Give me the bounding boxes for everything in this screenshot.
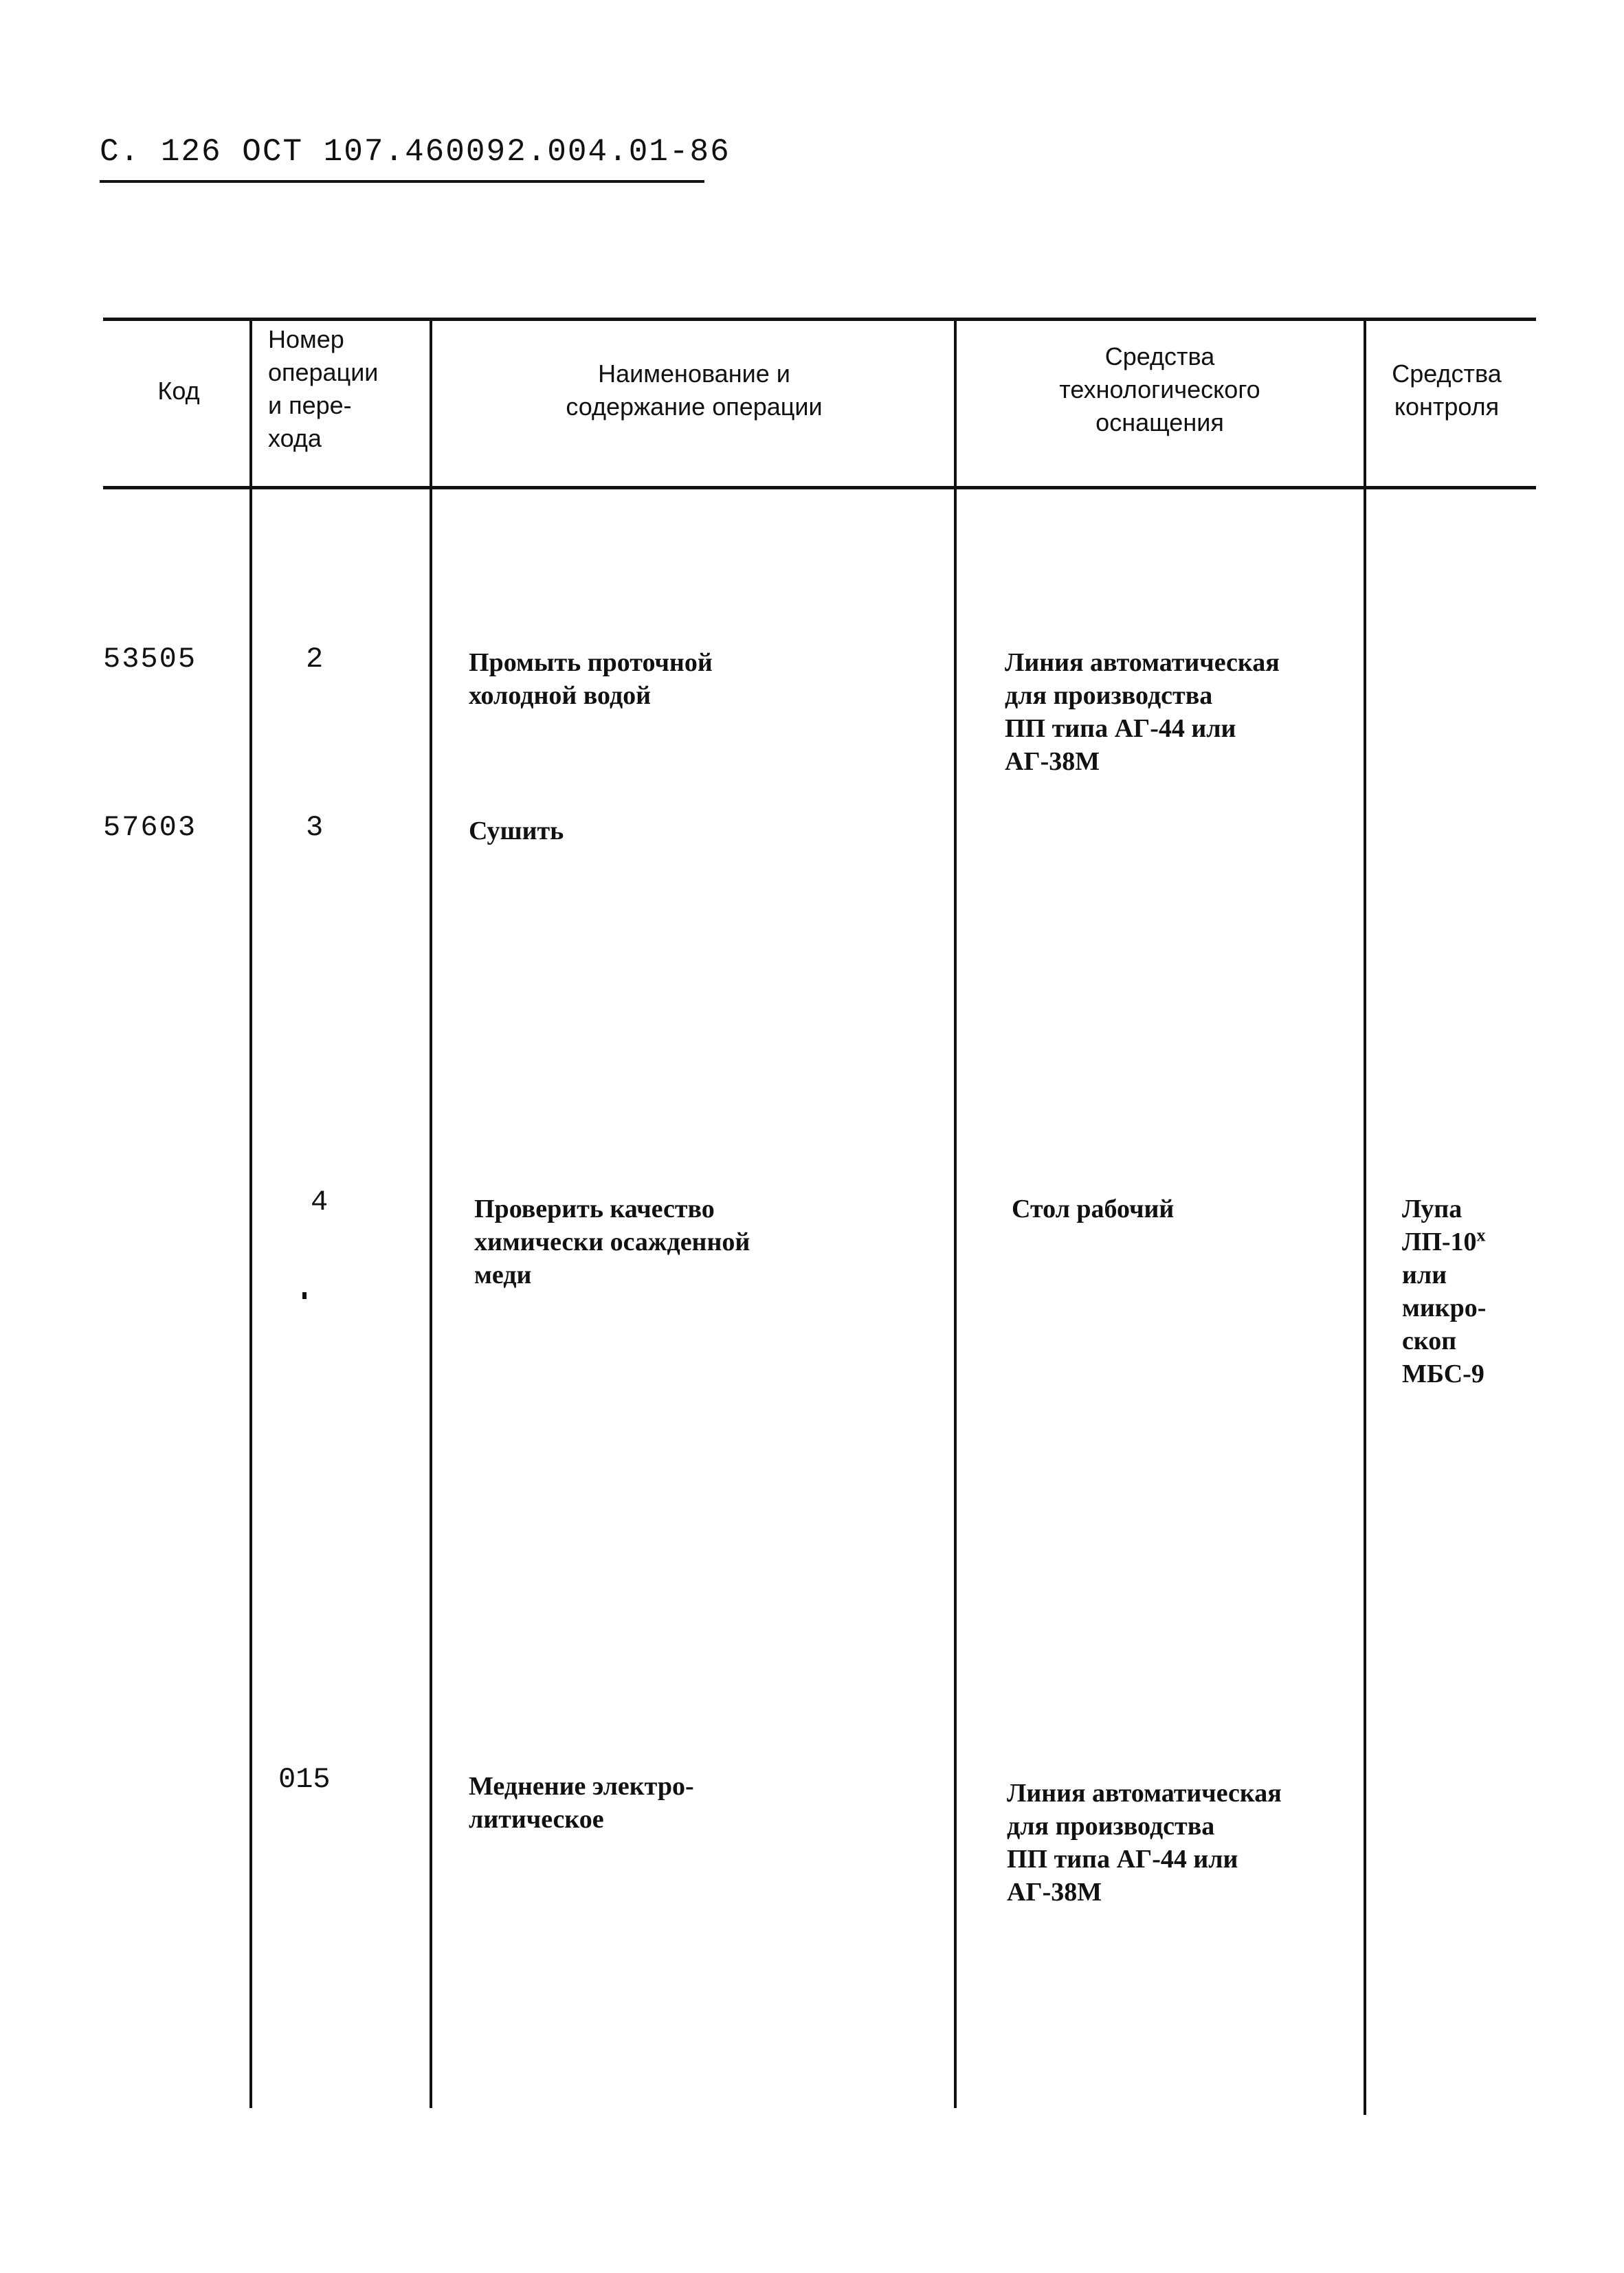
row-number: 2	[306, 643, 324, 676]
row-operation-name: Сушить	[469, 817, 564, 845]
table-header-rule	[103, 486, 1536, 489]
row-number: 3	[306, 811, 324, 844]
superscript-mark: x	[1476, 1225, 1486, 1245]
row-operation-name: Промыть проточной холодной водой	[469, 648, 713, 710]
row-number: 4	[311, 1186, 329, 1219]
row-equipment: Стол рабочий	[1012, 1195, 1175, 1223]
header-operation-number: Номер операции и пере- хода	[268, 325, 379, 452]
page-header: С. 126 ОСТ 107.460092.004.01-86	[100, 134, 731, 170]
header-control: Средства контроля	[1392, 359, 1502, 421]
row-code: 57603	[103, 811, 197, 844]
row-number: 015	[278, 1763, 331, 1796]
row-operation-name: Меднение электро- литическое	[469, 1772, 694, 1834]
column-divider-number	[430, 318, 432, 2108]
row-operation-name: Проверить качество химически осажденной меди	[474, 1195, 750, 1289]
header-underline	[100, 180, 704, 183]
column-divider-code	[249, 318, 252, 2108]
header-code: Код	[157, 377, 200, 405]
row-code: 53505	[103, 643, 197, 676]
header-equipment: Средства технологического оснащения	[1059, 342, 1260, 436]
column-divider-name	[954, 318, 957, 2108]
row-equipment: Линия автоматическая для производства ПП типа АГ-44 или АГ-38М	[1007, 1779, 1282, 1907]
row-control: Лупа ЛП-10$^x$ или микро- скоп МБС-9	[1402, 1195, 1487, 1388]
table-top-rule	[103, 318, 1536, 321]
stray-mark	[302, 1292, 307, 1299]
row-equipment: Линия автоматическая для производства ПП типа АГ-44 или АГ-38М	[1005, 648, 1280, 776]
header-operation-name: Наименование и содержание операции	[566, 359, 823, 421]
